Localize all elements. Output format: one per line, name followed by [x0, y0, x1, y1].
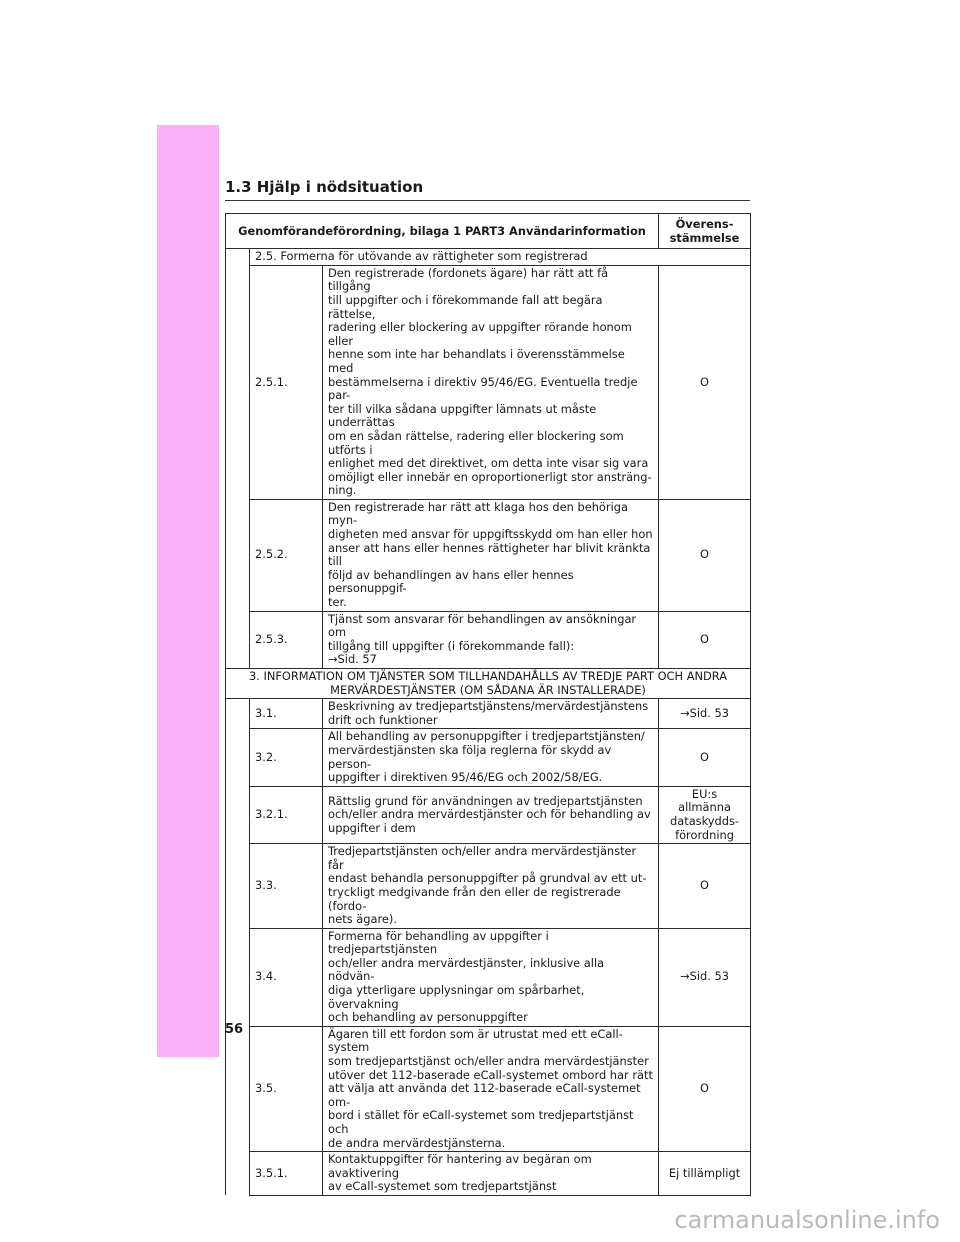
table-row — [226, 699, 751, 729]
title-divider — [225, 200, 750, 201]
section-title: 1.3 Hjälp i nödsituation — [225, 178, 424, 196]
row-number: 2.5.3. — [250, 611, 323, 668]
row-text: Den registrerade har rätt att klaga hos den behöriga myn- digheten med ansvar för uppgiftsskydd om han eller hon anser att hans eller hennes rättigheter har blivit kränkta till följd av behandlingen av hans eller hennes personuppgif- ter. — [323, 499, 659, 611]
table-row — [226, 499, 751, 611]
section-row-2-5 — [226, 249, 751, 266]
row-number: 3.4. — [250, 928, 323, 1026]
indent-cell — [226, 699, 250, 1196]
table-header-row — [226, 214, 751, 249]
row-number: 3.1. — [250, 699, 323, 729]
table-row — [226, 265, 751, 499]
row-number: 3.5. — [250, 1026, 323, 1151]
row-number: 3.2.1. — [250, 786, 323, 843]
row-number: 3.3. — [250, 844, 323, 929]
row-number: 3.5.1. — [250, 1152, 323, 1196]
row-number: 3.2. — [250, 729, 323, 786]
table-row — [226, 928, 751, 1026]
row-text: Tredjepartstjänsten och/eller andra mervärdestjänster får endast behandla personuppgifter på grundval av ett ut- tryckligt medgivande från den eller de registrerade (fordo- nets ägare). — [323, 844, 659, 929]
row-conformity: O — [659, 844, 751, 929]
row-number: 2.5.1. — [250, 265, 323, 499]
section-heading-3: 3. INFORMATION OM TJÄNSTER SOM TILLHANDAHÅLLS AV TREDJE PART OCH ANDRA MERVÄRDESTJÄNSTER (OM SÅDANA ÄR INSTALLERADE) — [226, 669, 751, 699]
row-text: Tjänst som ansvarar för behandlingen av ansökningar om tillgång till uppgifter (i förekommande fall): →Sid. 57 — [323, 611, 659, 668]
table-row — [226, 844, 751, 929]
row-text: Den registrerade (fordonets ägare) har rätt att få tillgång till uppgifter och i förekommande fall att begära rättelse, radering eller blockering av uppgifter rörande honom eller henne som inte har behandlats i överensstämmelse med bestämmelserna i direktiv 95/46/EG. Eventuella tredje par- ter till vilka sådana uppgifter lämnats ut måste underrättas om en sådan rättelse, radering eller blockering som utförts i enlighet med det direktivet, om detta inte visar sig vara omöjligt eller innebär en oproportionerligt stor ansträng- ning. — [323, 265, 659, 499]
row-conformity: O — [659, 265, 751, 499]
table-row — [226, 1026, 751, 1151]
row-text: Ägaren till ett fordon som är utrustat med ett eCall-system som tredjepartstjänst och/eller andra mervärdestjänster utöver det 112-baserade eCall-systemet ombord har rätt att välja att använda det 112-baserade eCall-systemet om- bord i stället för eCall-systemet som tredjepartstjänst och de andra mervärdestjänsterna. — [323, 1026, 659, 1151]
row-text: Formerna för behandling av uppgifter i tredjepartstjänsten och/eller andra mervärdestjänster, inklusive alla nödvän- diga ytterligare upplysningar om spårbarhet, övervakning och behandling av personuppgifter — [323, 928, 659, 1026]
row-conformity: O — [659, 499, 751, 611]
row-text: Beskrivning av tredjepartstjänstens/mervärdestjänstens drift och funktioner — [323, 699, 659, 729]
row-conformity: O — [659, 729, 751, 786]
row-conformity: O — [659, 1026, 751, 1151]
table-row — [226, 729, 751, 786]
watermark: carmanualsonline.info — [674, 1206, 940, 1234]
section-row-3 — [226, 669, 751, 699]
indent-cell — [226, 249, 250, 669]
row-conformity: EU:s allmänna dataskydds- förordning — [659, 786, 751, 843]
page-number: 56 — [225, 1022, 244, 1037]
header-regulation: Genomförandeförordning, bilaga 1 PART3 Användarinformation — [226, 214, 659, 249]
row-conformity: →Sid. 53 — [659, 928, 751, 1026]
table-row — [226, 611, 751, 668]
row-conformity: O — [659, 611, 751, 668]
row-text: All behandling av personuppgifter i tredjepartstjänsten/ mervärdestjänsten ska följa reglerna för skydd av person- uppgifter i direktiven 95/46/EG och 2002/58/EG. — [323, 729, 659, 786]
row-conformity: Ej tillämpligt — [659, 1152, 751, 1196]
table-row — [226, 1152, 751, 1196]
section-heading-2-5: 2.5. Formerna för utövande av rättigheter som registrerad — [250, 249, 751, 266]
section-color-tab — [157, 125, 219, 1057]
table-row — [226, 786, 751, 843]
regulation-table — [225, 213, 751, 1196]
row-text: Kontaktuppgifter för hantering av begäran om avaktivering av eCall-systemet som tredjepartstjänst — [323, 1152, 659, 1196]
header-conformity: Överens- stämmelse — [659, 214, 751, 249]
row-conformity: →Sid. 53 — [659, 699, 751, 729]
row-number: 2.5.2. — [250, 499, 323, 611]
row-text: Rättslig grund för användningen av tredjepartstjänsten och/eller andra mervärdestjänster och för behandling av uppgifter i dem — [323, 786, 659, 843]
